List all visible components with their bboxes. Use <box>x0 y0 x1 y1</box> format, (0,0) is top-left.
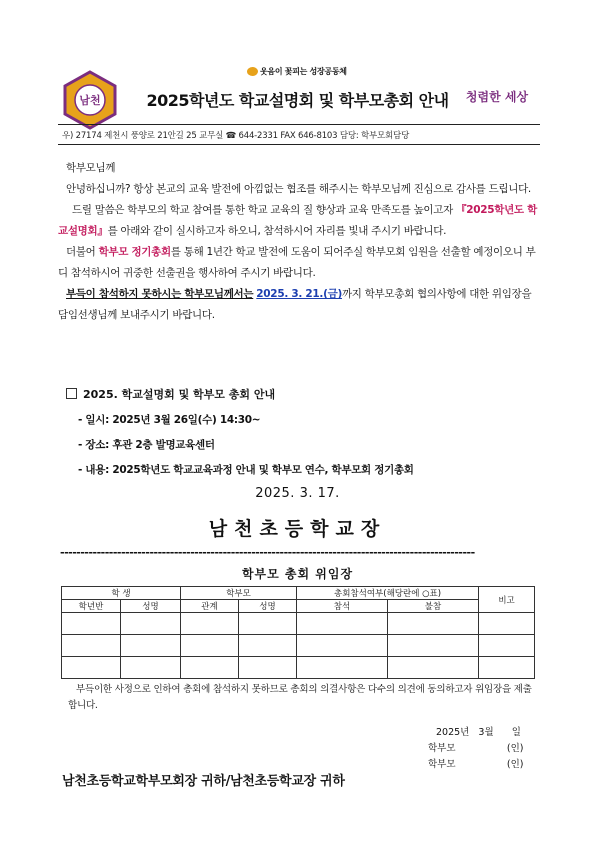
p4-deadline: 2025. 3. 21.(금) <box>256 288 342 300</box>
emblem-text: 남천 <box>79 94 101 107</box>
cut-line: ------------------------------------------------------------------------------------------------------ <box>60 546 475 559</box>
p3-text: 더불어 <box>66 246 99 258</box>
header-relation: 관계 <box>181 600 239 613</box>
table-row <box>62 613 535 635</box>
proxy-notice-text: 부득이한 사정으로 인하여 총회에 참석하지 못하므로 총회의 의결사항은 다수의 의견에 동의하고자 위임장을 제출합니다. <box>68 684 532 711</box>
paragraph-3 <box>58 242 540 284</box>
table-cell[interactable] <box>121 635 181 657</box>
paragraph-2 <box>58 200 540 242</box>
proxy-table <box>61 586 535 679</box>
table-cell[interactable] <box>388 657 479 679</box>
sign-date: 2025년 3월 일 <box>436 727 521 738</box>
table-cell[interactable] <box>479 635 535 657</box>
table-row <box>62 635 535 657</box>
table-cell[interactable] <box>181 613 239 635</box>
table-cell[interactable] <box>181 657 239 679</box>
address-divider <box>58 144 540 145</box>
addressee: 남천초등학교학부모회장 귀하/남천초등학교장 귀하 <box>62 774 345 789</box>
header-parent-name: 성명 <box>239 600 297 613</box>
paragraph-1: 안녕하십니까? 항상 본교의 교육 발전에 아낌없는 협조를 해주시는 학부모님께 진심으로 감사를 드립니다. <box>66 183 531 195</box>
event-time: - 일시: 2025년 3월 26일(수) 14:30~ <box>78 414 261 426</box>
page-title: 2025학년도 학교설명회 및 학부모총회 안내 <box>146 91 449 110</box>
square-bullet-icon <box>66 388 77 399</box>
table-cell[interactable] <box>239 613 297 635</box>
p3-highlight: 학부모 정기총회 <box>98 246 171 258</box>
slogan-text: 웃음이 꽃피는 성장공동체 <box>260 67 347 76</box>
paragraph-4 <box>58 284 540 326</box>
table-cell[interactable] <box>239 657 297 679</box>
header-divider <box>58 124 540 125</box>
p2-text-after: 를 아래와 같이 실시하고자 하오니, 참석하시어 자리를 빛내 주시기 바랍니다. <box>107 225 447 237</box>
issue-date: 2025. 3. 17. <box>255 486 340 501</box>
header-student-name: 성명 <box>121 600 181 613</box>
p4-text-after: 까지 학부모총회 협의사항에 대한 위임장을 담임선생님께 보내주시기 바랍니다. <box>58 288 532 321</box>
table-cell[interactable] <box>121 613 181 635</box>
event-section-title <box>66 386 275 402</box>
header-grade-class: 학년반 <box>62 600 121 613</box>
table-cell[interactable] <box>297 657 388 679</box>
sign-line-2[interactable]: 학부모 (인) <box>428 759 524 770</box>
header-absent: 불참 <box>388 600 479 613</box>
header-attend: 참석 <box>297 600 388 613</box>
p3-text-after: 를 통해 1년간 학교 발전에 도움이 되어주실 학부모회 임원을 선출할 예정이오니 부디 참석하시어 귀중한 선출권을 행사하여 주시기 바랍니다. <box>58 246 536 279</box>
p2-highlight: 『2025학년도 학교설명회』 <box>58 204 537 237</box>
table-row <box>62 657 535 679</box>
event-details <box>78 408 414 483</box>
letter-body <box>58 158 540 326</box>
table-cell[interactable] <box>181 635 239 657</box>
header-attendance: 총회참석여부(해당란에 ○표) <box>297 587 479 600</box>
table-cell[interactable] <box>388 613 479 635</box>
smile-icon <box>247 67 258 76</box>
integrity-logo-icon <box>464 73 530 117</box>
header-remarks: 비고 <box>479 587 535 613</box>
school-slogan <box>247 66 347 77</box>
event-content: - 내용: 2025학년도 학교교육과정 안내 및 학부모 연수, 학부모회 정기총회 <box>78 464 414 476</box>
school-address: 우) 27174 제천시 풍양로 21안길 25 교무실 ☎ 644-2331 FAX 646-8103 담당: 학부모회담당 <box>62 131 410 141</box>
principal-name: 남천초등학교장 <box>208 518 387 540</box>
p4-bold: 부득이 참석하지 못하시는 학부모님께서는 <box>66 288 254 300</box>
proxy-notice <box>68 682 538 714</box>
integrity-logo-text: 청렴한 세상 <box>465 90 529 104</box>
event-place: - 장소: 후관 2층 발명교육센터 <box>78 439 215 451</box>
table-cell[interactable] <box>239 635 297 657</box>
table-cell[interactable] <box>479 613 535 635</box>
table-cell[interactable] <box>62 657 121 679</box>
header-student: 학 생 <box>62 587 181 600</box>
table-cell[interactable] <box>297 635 388 657</box>
p2-text: 드릴 말씀은 학부모의 학교 참여를 통한 학교 교육의 질 향상과 교육 만족도를 높이고자 <box>72 204 456 216</box>
table-cell[interactable] <box>62 613 121 635</box>
table-cell[interactable] <box>388 635 479 657</box>
event-section-text: 2025. 학교설명회 및 학부모 총회 안내 <box>83 388 276 401</box>
proxy-title: 학부모 총회 위임장 <box>241 567 354 581</box>
table-cell[interactable] <box>479 657 535 679</box>
greeting: 학부모님께 <box>66 162 116 174</box>
table-cell[interactable] <box>62 635 121 657</box>
table-cell[interactable] <box>121 657 181 679</box>
sign-line-1[interactable]: 학부모 (인) <box>428 743 524 754</box>
table-cell[interactable] <box>297 613 388 635</box>
header-parent: 학부모 <box>181 587 297 600</box>
